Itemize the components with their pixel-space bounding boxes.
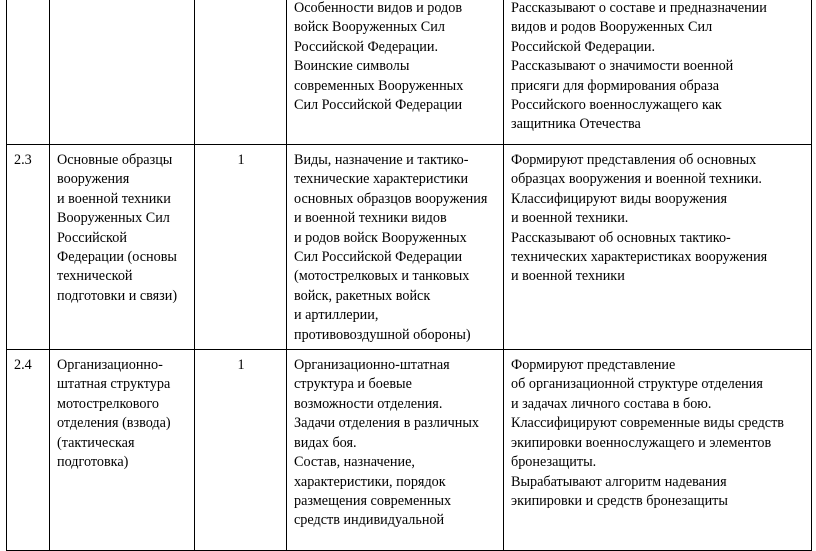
cell-text-line: защитника Отечества <box>511 116 641 133</box>
cell-text-line: экипировки военнослужащего и элементов <box>511 434 772 451</box>
cell-text-line: Воинские символы <box>294 58 410 75</box>
cell-text-line: Особенности видов и родов <box>294 0 463 16</box>
cell-text-line: Российской Федерации. <box>511 38 656 55</box>
activities-cell <box>504 145 812 350</box>
content-cell <box>287 350 504 551</box>
cell-text-line: Задачи отделения в различных <box>294 415 479 432</box>
cell-text-line: подготовки и связи) <box>57 287 178 304</box>
cell-text-line: и задачах личного состава в бою. <box>511 395 712 412</box>
cell-text-line: и родов войск Вооруженных <box>294 229 467 246</box>
cell-text-line: Основные образцы <box>57 152 173 168</box>
cell-text-line: Российского военнослужащего как <box>511 97 722 114</box>
cell-text-line: (тактическая <box>57 434 135 451</box>
cell-text-line: Сил Российской Федерации <box>294 249 463 266</box>
cell-text-line: средств индивидуальной <box>294 512 445 529</box>
cell-text-line: присяги для формирования образа <box>511 77 720 94</box>
cell-text-line: подготовка) <box>57 454 129 471</box>
table-row <box>7 350 812 551</box>
cell-text-line: и военной техники. <box>511 210 629 227</box>
cell-text-line: мотострелкового <box>57 395 160 412</box>
curriculum-table <box>6 0 812 551</box>
cell-text-line: Федерации (основы <box>57 249 177 266</box>
cell-text-line: видов и родов Вооруженных Сил <box>511 19 713 36</box>
cell-text-line: Рассказывают об основных тактико- <box>511 229 731 246</box>
topic-cell <box>50 0 195 145</box>
cell-text-line: технические характеристики <box>294 171 469 188</box>
cell-text-line: Российской <box>57 229 127 246</box>
cell-text-line: отделения (взвода) <box>57 415 171 432</box>
cell-text-line: Классифицируют виды вооружения <box>511 190 727 207</box>
cell-text-line: технических характеристиках вооружения <box>511 249 768 266</box>
cell-text-line: современных Вооруженных <box>294 77 464 94</box>
row-number-cell: 2.3 <box>7 145 50 350</box>
cell-text-line: Вооруженных Сил <box>57 210 170 227</box>
content-cell <box>287 0 504 145</box>
cell-text-line: видах боя. <box>294 434 357 451</box>
cell-text-line: и военной техники видов <box>294 210 447 227</box>
cell-text-line: штатная структура <box>57 376 171 393</box>
activities-cell <box>504 350 812 551</box>
hours-cell: 1 <box>195 145 287 350</box>
cell-text-line: об организационной структуре отделения <box>511 376 763 393</box>
cell-text-line: экипировки и средств бронезащиты <box>511 492 728 509</box>
cell-text-line: Организационно-штатная <box>294 357 450 374</box>
cell-text-line: Российской Федерации. <box>294 38 439 55</box>
cell-text-line: размещения современных <box>294 492 452 509</box>
cell-text-line: противовоздушной обороны) <box>294 326 471 343</box>
cell-text-line: Сил Российской Федерации <box>294 97 463 114</box>
cell-text-line: (мотострелковых и танковых <box>294 268 470 285</box>
activities-cell <box>504 0 812 145</box>
cell-text-line: и артиллерии, <box>294 307 379 324</box>
cell-text-line: возможности отделения. <box>294 395 443 412</box>
cell-text-line: войск, ракетных войск <box>294 287 431 304</box>
cell-text-line: и военной техники <box>511 268 625 285</box>
cell-text-line: Классифицируют современные виды средств <box>511 415 784 432</box>
cell-text-line: Вырабатывают алгоритм надевания <box>511 473 727 490</box>
cell-text-line: Состав, назначение, <box>294 454 415 471</box>
topic-cell <box>50 145 195 350</box>
table-row <box>7 0 812 145</box>
cell-text-line: Виды, назначение и тактико- <box>294 152 469 168</box>
cell-text-line: Рассказывают о значимости военной <box>511 58 734 75</box>
row-number-cell: 2.4 <box>7 350 50 551</box>
cell-text-line: и военной техники <box>57 190 171 207</box>
hours-cell <box>195 0 287 145</box>
cell-text-line: технической <box>57 268 133 285</box>
hours-cell: 1 <box>195 350 287 551</box>
row-number-cell <box>7 0 50 145</box>
cell-text-line: вооружения <box>57 171 130 188</box>
cell-text-line: образцах вооружения и военной техники. <box>511 171 762 188</box>
content-cell <box>287 145 504 350</box>
table-row <box>7 145 812 350</box>
cell-text-line: Рассказывают о составе и предназначении <box>511 0 767 16</box>
cell-text-line: Организационно- <box>57 357 163 374</box>
cell-text-line: Формируют представления об основных <box>511 152 757 168</box>
cell-text-line: характеристики, порядок <box>294 473 446 490</box>
cell-text-line: структура и боевые <box>294 376 412 393</box>
topic-cell <box>50 350 195 551</box>
cell-text-line: Формируют представление <box>511 357 676 374</box>
cell-text-line: бронезащиты. <box>511 454 597 471</box>
cell-text-line: основных образцов вооружения <box>294 190 488 207</box>
cell-text-line: войск Вооруженных Сил <box>294 19 445 36</box>
